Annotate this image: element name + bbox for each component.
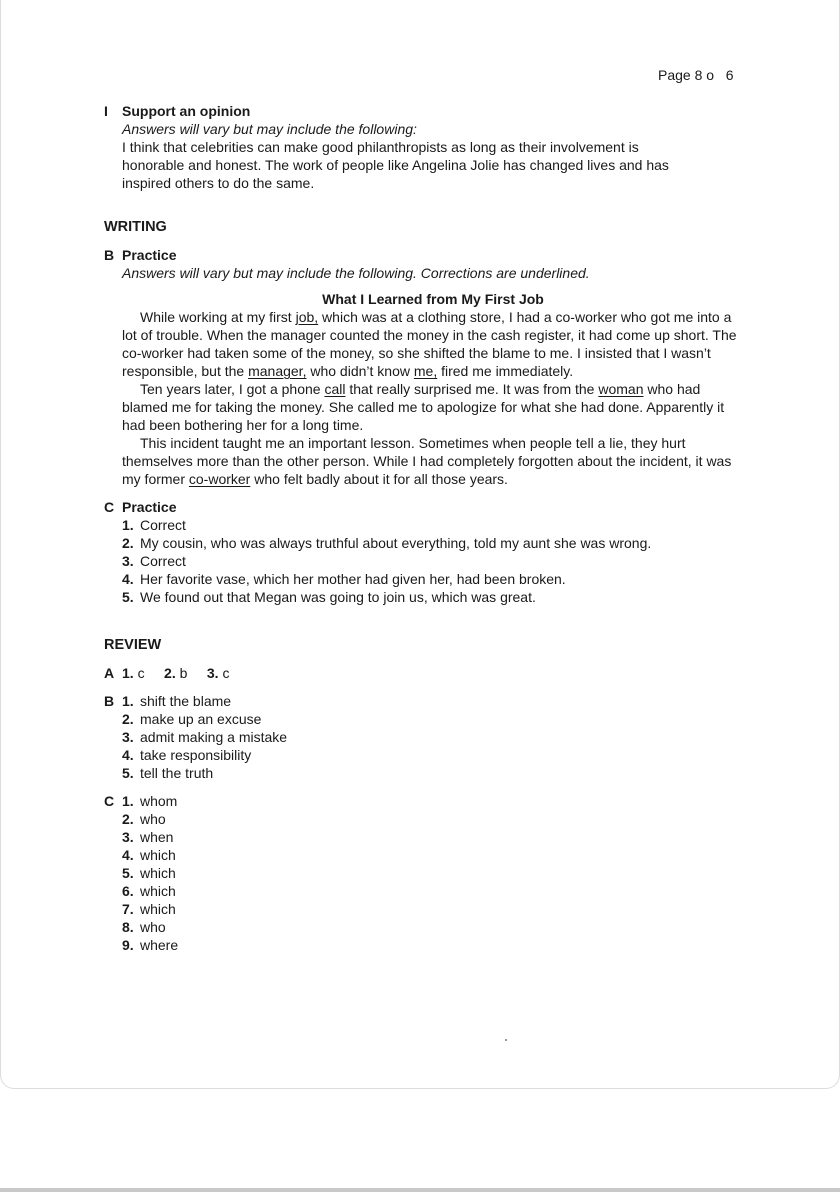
- section-letter: I: [104, 103, 108, 119]
- bottom-edge: [0, 1188, 840, 1192]
- section-i-heading: [104, 102, 744, 120]
- stray-dot: [505, 1039, 507, 1041]
- section-i-answer: [122, 138, 744, 192]
- answer-line: I think that celebrities can make good philanthropists as long as their involvement is: [122, 139, 639, 155]
- correction-underline: manager,: [248, 363, 307, 379]
- essay-title: What I Learned from My First Job: [322, 291, 544, 307]
- list-item: 5. We found out that Megan was going to join us, which was great.: [122, 589, 536, 605]
- writing-section-b-heading: [104, 246, 744, 264]
- list-item: 1. Correct: [122, 517, 186, 533]
- list-item: 3. Correct: [122, 553, 186, 569]
- writing-c-list: [122, 516, 744, 606]
- section-letter: B: [104, 247, 115, 263]
- list-item: 4. which: [122, 847, 176, 863]
- section-title: Support an opinion: [122, 103, 251, 119]
- section-letter: B: [104, 693, 115, 709]
- list-item: 3. admit making a mistake: [122, 729, 288, 745]
- section-letter: A: [104, 665, 115, 681]
- writing-heading: WRITING: [104, 219, 167, 235]
- essay-paragraph-2: Ten years later, I got a phone call that really surprised me. It was from the woman who had blamed me for taking the money. She called me to apologize for what she had done. Apparently it had been bothering her for a long time.: [122, 381, 725, 433]
- section-letter: C: [104, 793, 115, 809]
- page-number: Page 8 o 6: [658, 67, 734, 83]
- list-item: 9. where: [122, 937, 179, 953]
- correction-underline: call: [324, 381, 346, 397]
- list-item: 2. make up an excuse: [122, 711, 262, 727]
- list-item: 3. when: [122, 829, 174, 845]
- answer-key-content: [104, 102, 744, 954]
- section-title: Practice: [122, 499, 177, 515]
- review-section-b: B 1. shift the blame 2. make up an excuse 3. admit making a mistake 4. take responsibility 5. tell the truth: [104, 692, 744, 782]
- section-letter: C: [104, 499, 115, 515]
- answer-line: inspired others to do the same.: [122, 175, 315, 191]
- review-a-answers: 1. c 2. b 3. c: [122, 665, 230, 681]
- list-item: 6. which: [122, 883, 176, 899]
- list-item: 2. who: [122, 811, 166, 827]
- list-item: 5. which: [122, 865, 176, 881]
- section-title: Practice: [122, 247, 177, 263]
- essay-paragraph-1: While working at my first job, which was at a clothing store, I had a co-worker who got me into a lot of trouble. When the manager counted the money in the cash register, it had come up short. The co-worker had taken some of the money, so she shifted the blame to me. I insisted that I wasn’t responsible, but the manager, who didn’t know me, fired me immediately.: [122, 309, 737, 379]
- list-item: 2. My cousin, who was always truthful about everything, told my aunt she was wrong.: [122, 535, 652, 551]
- list-item: 7. which: [122, 901, 176, 917]
- list-item: 4. take responsibility: [122, 747, 252, 763]
- correction-underline: co-worker: [188, 471, 251, 487]
- review-heading: REVIEW: [104, 637, 162, 653]
- list-item: 5. tell the truth: [122, 765, 214, 781]
- list-item: 8. who: [122, 919, 166, 935]
- correction-underline: me,: [413, 363, 438, 379]
- writing-section-c-heading: [104, 498, 744, 516]
- writing-b-intro: Answers will vary but may include the following. Corrections are underlined.: [122, 265, 590, 281]
- answer-line: honorable and honest. The work of people like Angelina Jolie has changed lives and has: [122, 157, 669, 173]
- correction-underline: job,: [295, 309, 319, 325]
- correction-underline: woman: [598, 381, 644, 397]
- list-item: 4. Her favorite vase, which her mother had given her, had been broken.: [122, 571, 566, 587]
- essay-paragraph-3: This incident taught me an important lesson. Sometimes when people tell a lie, they hurt themselves more than the other person. While I had completely forgotten about the incident, it was my former co-worker who felt badly about it for all those years.: [122, 435, 732, 487]
- review-section-a: [104, 664, 744, 682]
- section-i-intro: Answers will vary but may include the following:: [122, 121, 417, 137]
- review-section-c: C 1. whom 2. who 3. when 4. which 5. which 6. which 7. which 8. who 9. where: [104, 792, 744, 954]
